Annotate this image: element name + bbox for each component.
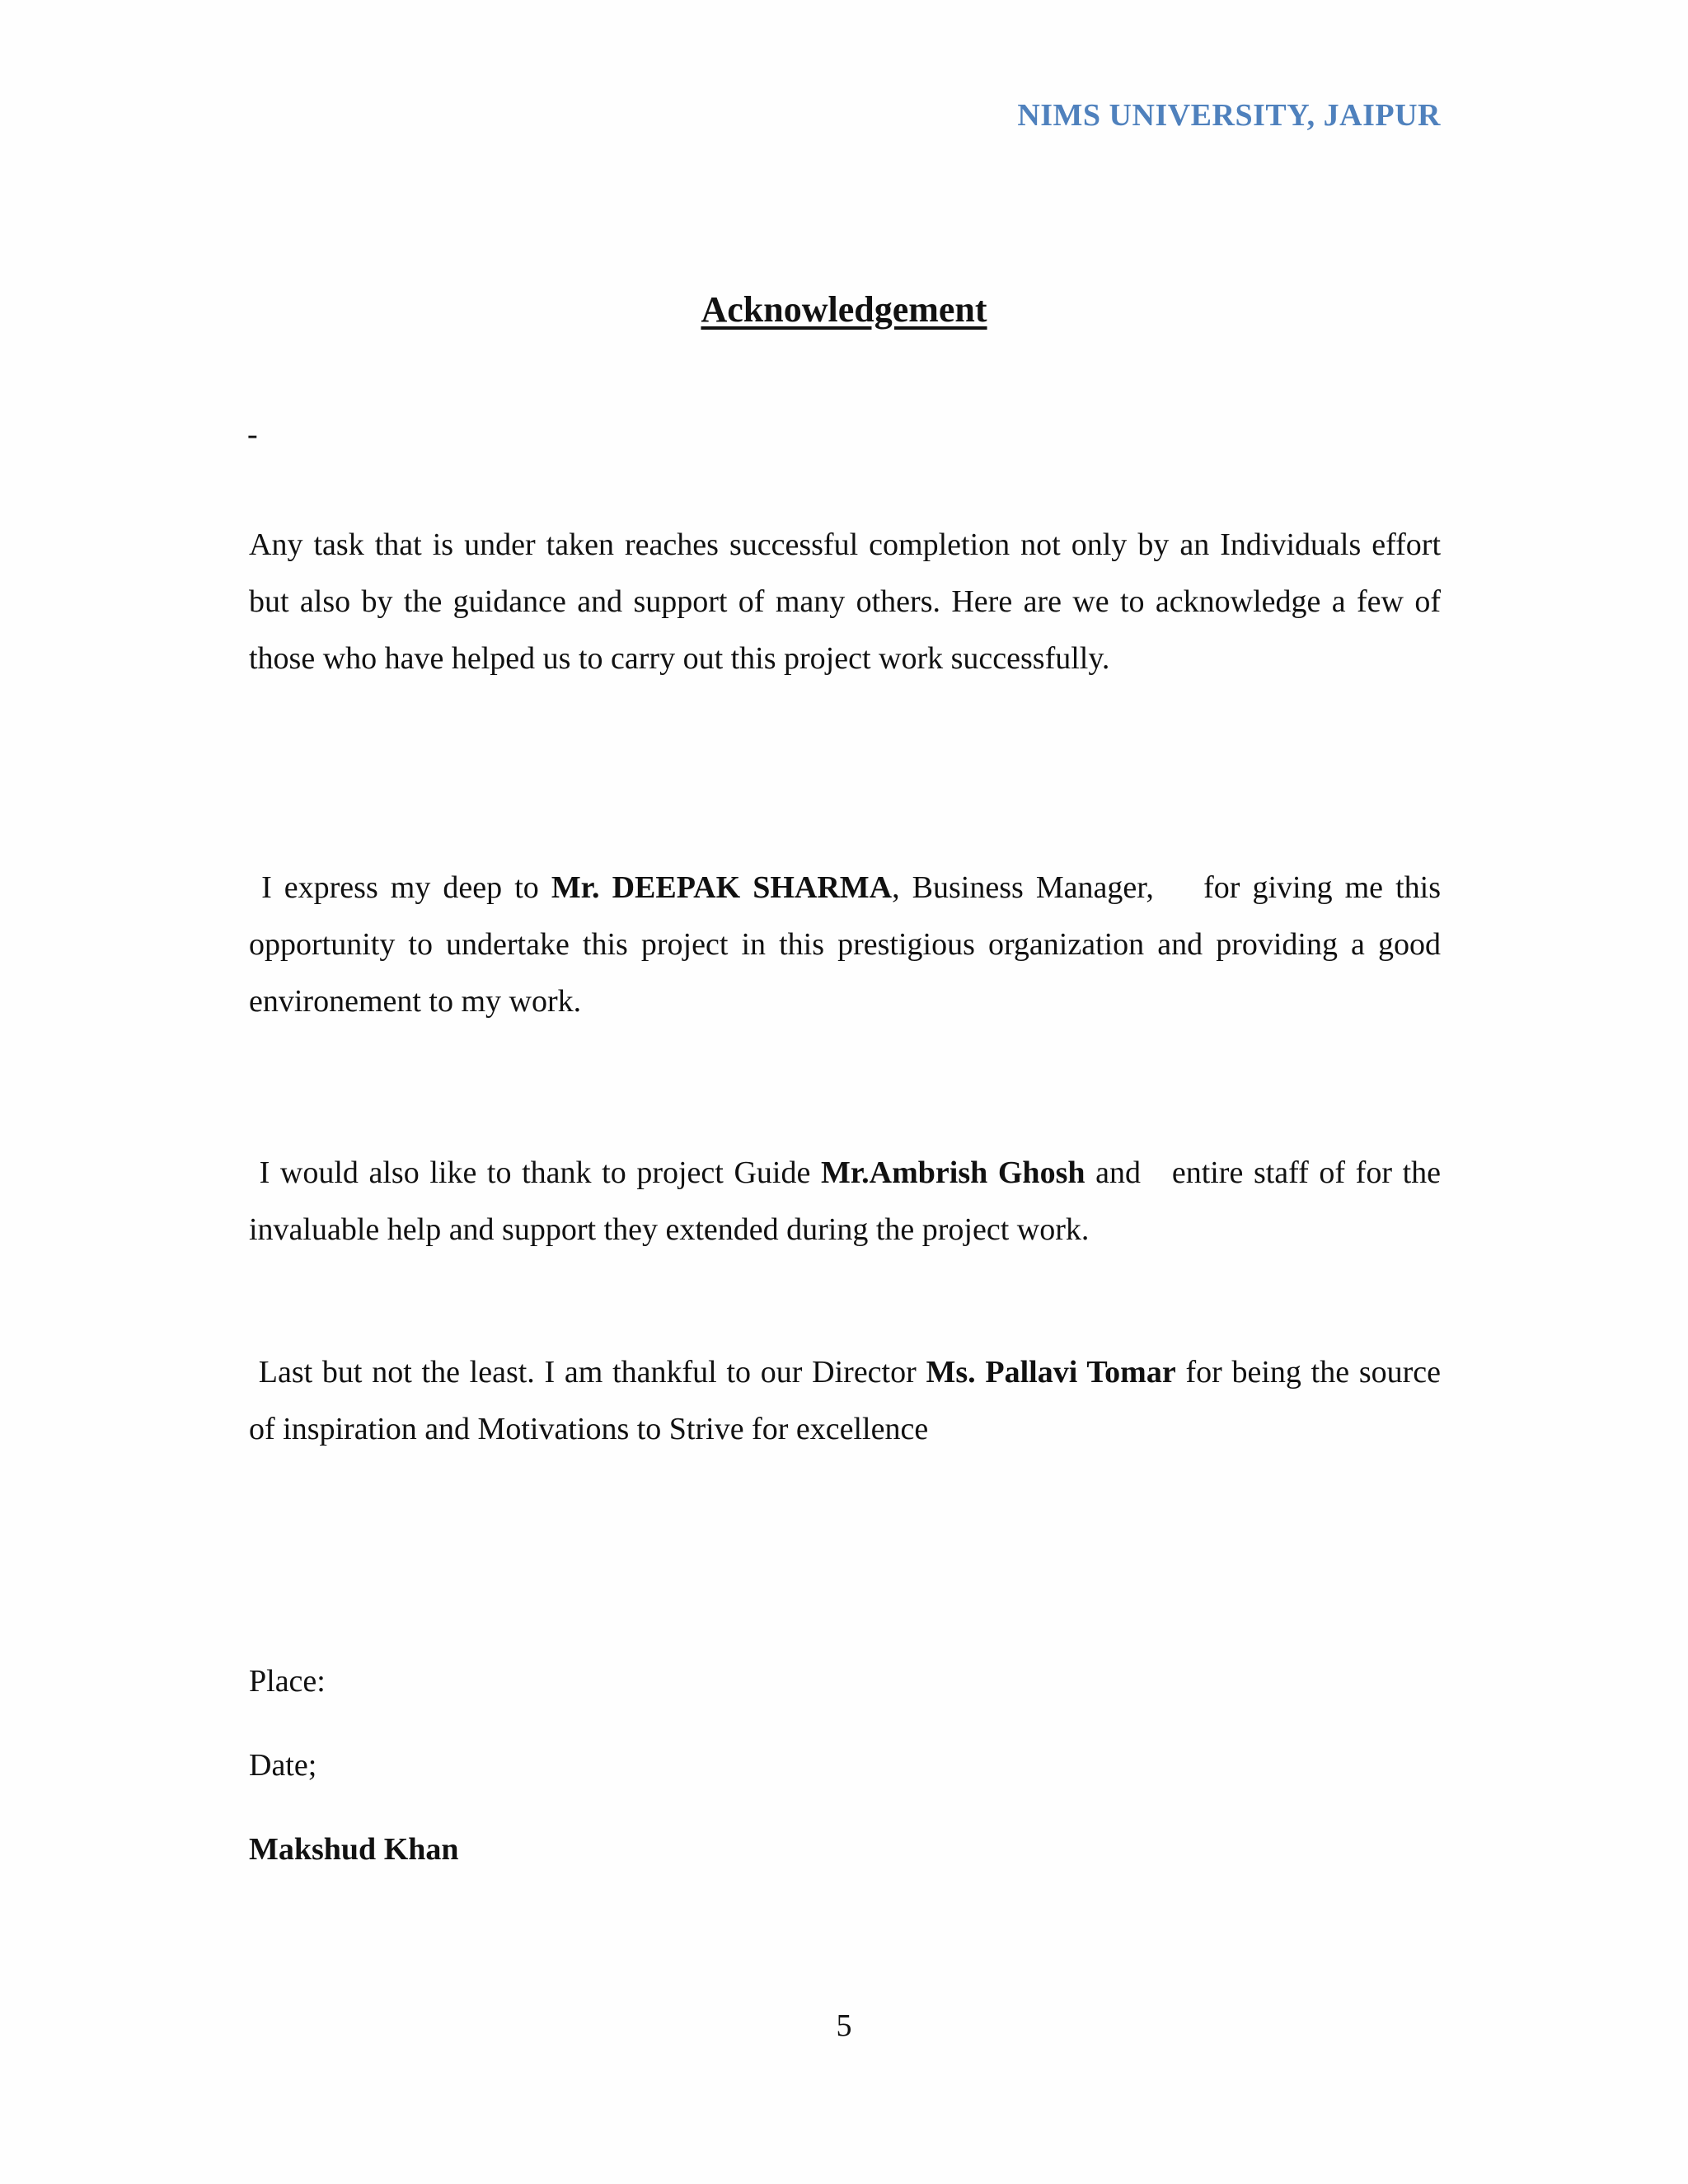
paragraph-intro-text: Any task that is under taken reaches successful completion not only by an Individuals effort but also by the guidance and support of many others. Here are we to acknowledge a few of those who have helped us to carry out this project work successfully.: [249, 527, 1441, 676]
manager-name: Mr. DEEPAK SHARMA: [551, 870, 893, 905]
paragraph-guide-thanks: [249, 1145, 1449, 1258]
paragraph-text-before: I would also like to thank to project Guide: [249, 1155, 821, 1190]
date-label: Date;: [249, 1748, 317, 1783]
place-label: Place:: [249, 1664, 326, 1699]
institution-header: NIMS UNIVERSITY, JAIPUR: [1017, 98, 1441, 133]
paragraph-text-before: Last but not the least. I am thankful to our Director: [249, 1355, 926, 1390]
paragraph-text-after: and entire staff of for the invaluable help and support they extended during the project work.: [249, 1155, 1449, 1247]
guide-name: Mr.Ambrish Ghosh: [820, 1155, 1085, 1190]
paragraph-text-after: , Business Manager, for giving me this opportunity to undertake this project in this prestigious organization and providing a good environement to my work.: [249, 870, 1449, 1019]
paragraph-manager-thanks: [249, 860, 1449, 1030]
signer-name: Makshud Khan: [249, 1832, 459, 1867]
paragraph-intro: [249, 517, 1441, 687]
director-name: Ms. Pallavi Tomar: [926, 1355, 1176, 1390]
dash-mark: -: [247, 417, 258, 452]
paragraph-director-thanks: [249, 1344, 1449, 1458]
paragraph-text-before: I express my deep to: [249, 870, 551, 905]
page-number: 5: [836, 2008, 852, 2043]
paragraph-text-after: for being the source of inspiration and Motivations to Strive for excellence: [249, 1355, 1449, 1446]
page-title: Acknowledgement: [701, 289, 987, 330]
